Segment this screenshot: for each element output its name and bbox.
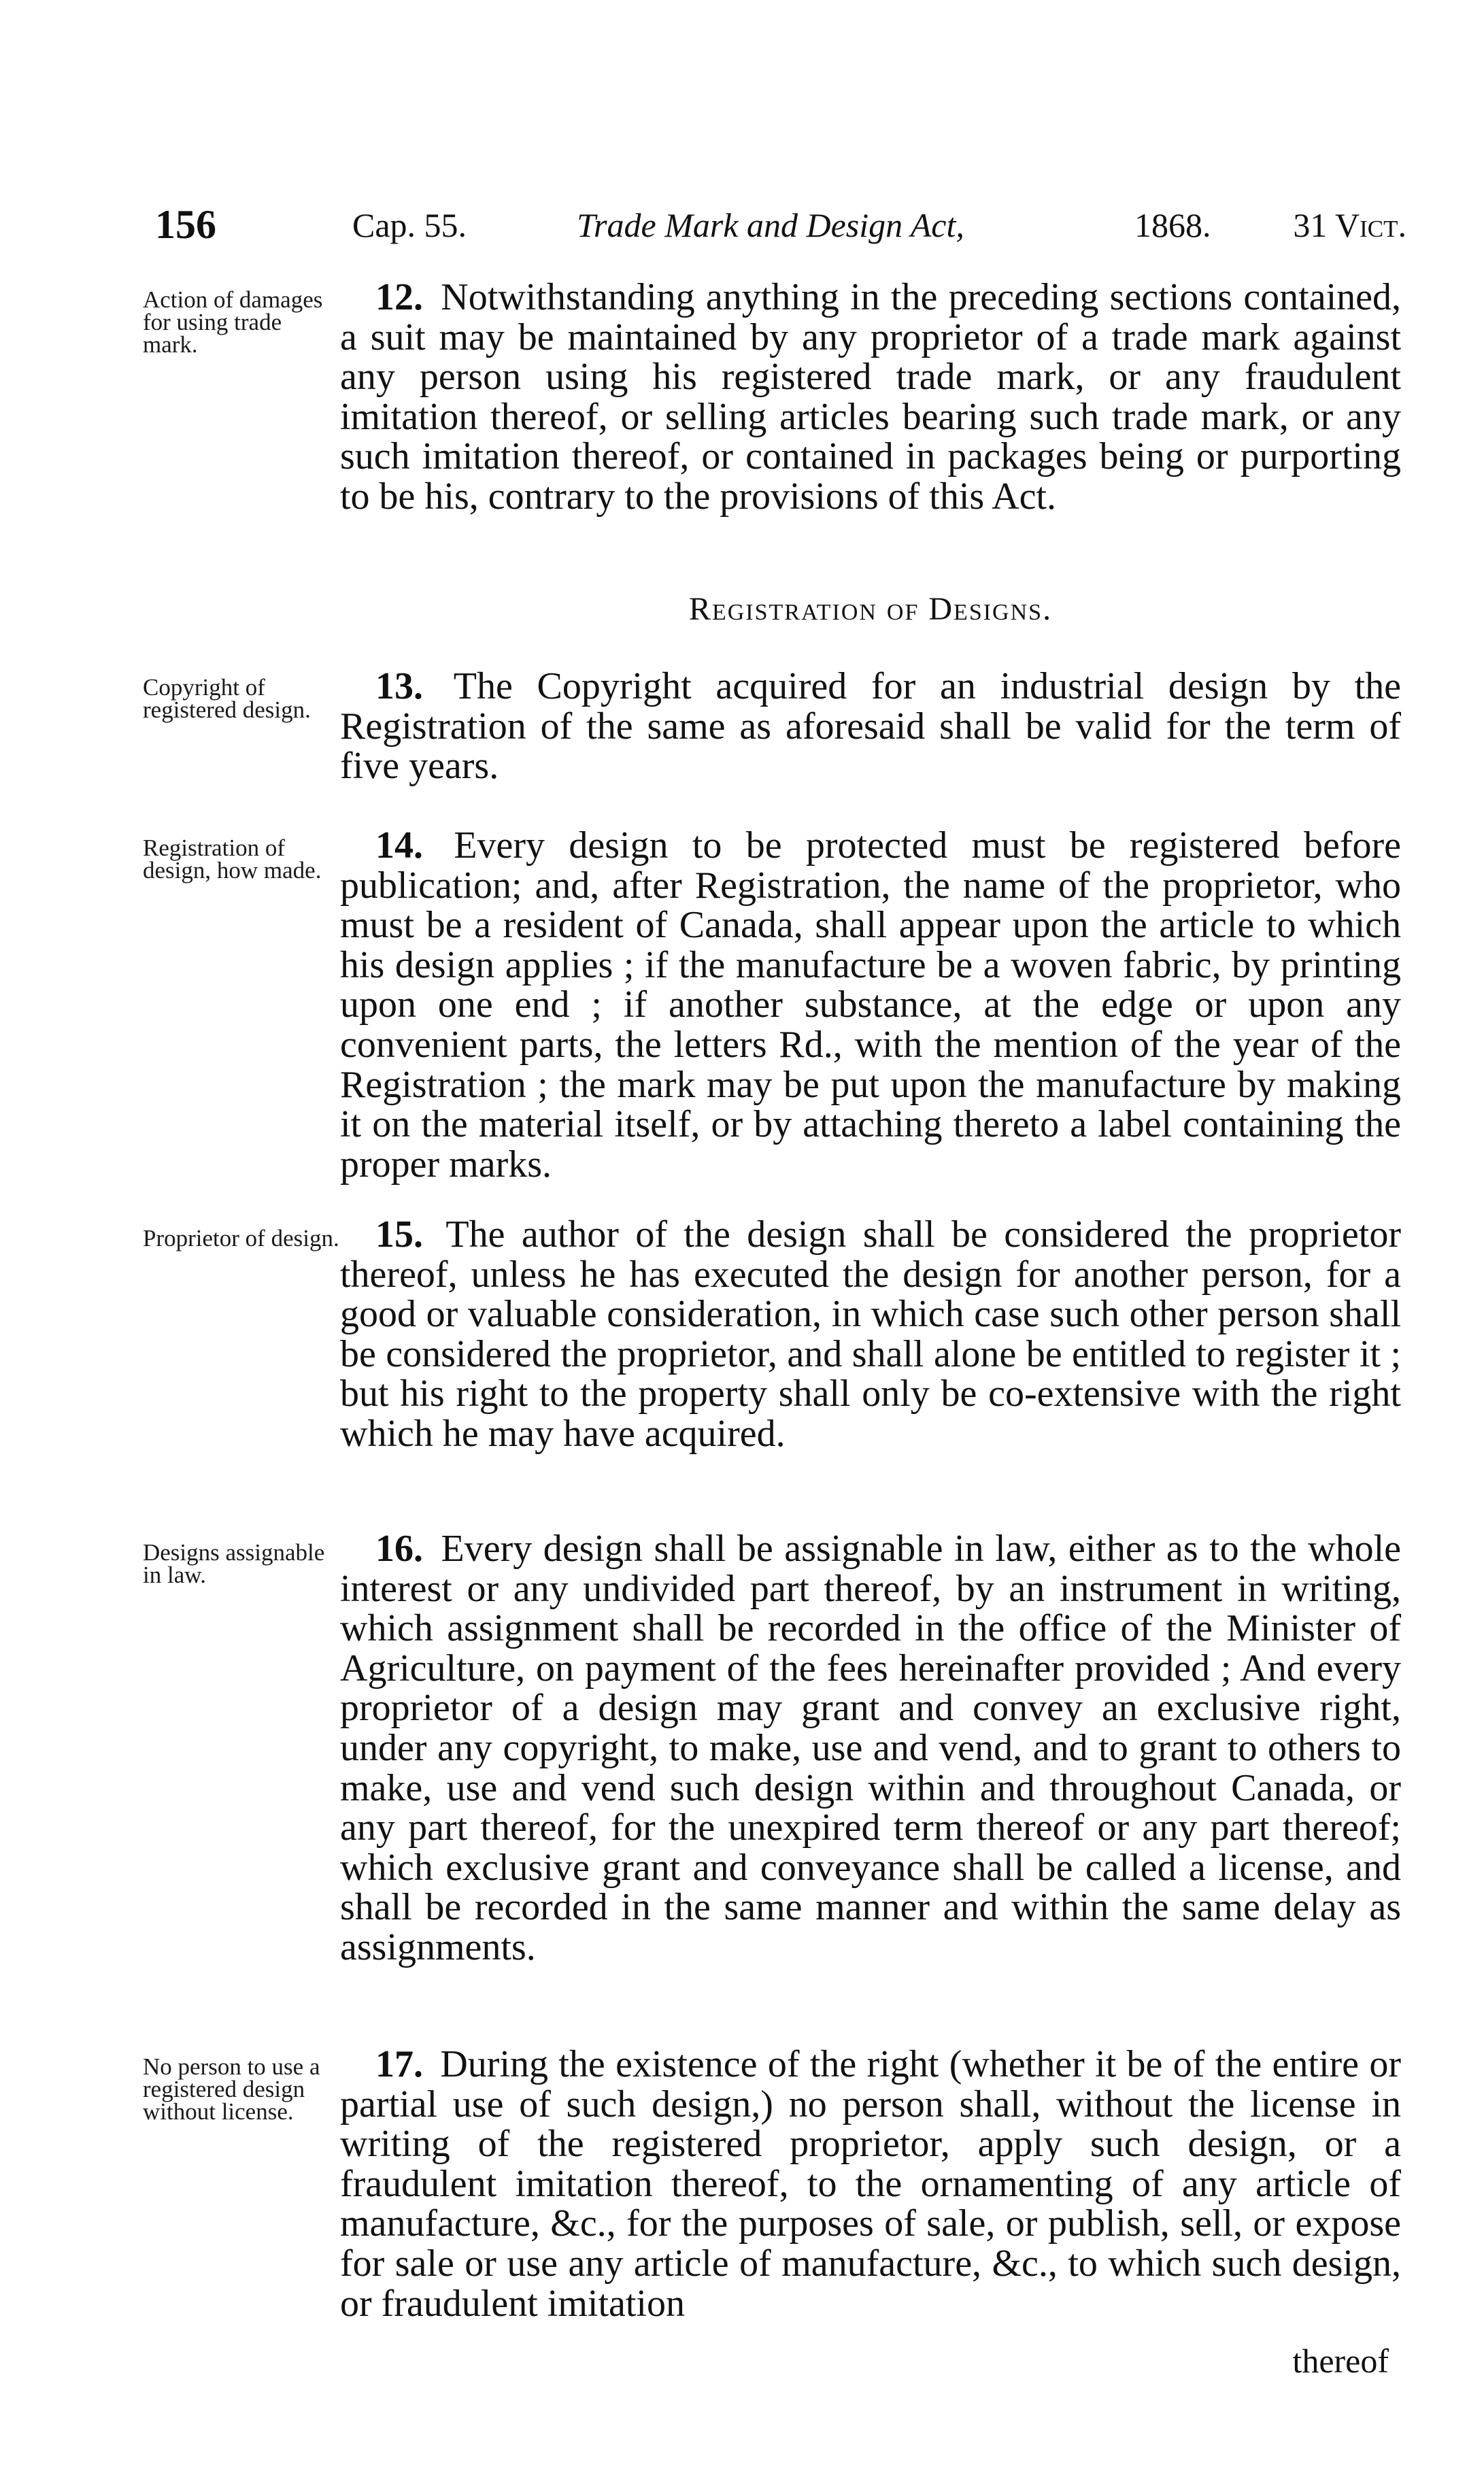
marginal-note: Copyright of registered design. — [143, 674, 311, 723]
section-text: Every design shall be assignable in law, either as to the whole interest or any undivided part thereof, by an instrument in writing, which assignment shall be recorded in the office of the Minister of Agriculture, on payment of the fees hereinafter provided ; And every proprietor of a design may grant and convey an exclusive right, under any copyright, to make, use and vend, and to grant to others to make, use and vend such design within and throughout Canada, or any part thereof, for the unexpired term thereof or any part thereof; which exclusive grant and conveyance shall be called a license, and shall be recorded in the same manner and within the same delay as assignments. — [340, 1528, 1402, 1968]
section-body — [340, 667, 1401, 786]
section-text: Notwithstanding anything in the preceding sections contained, a suit may be maintained by any proprietor of a trade mark against any person using his registered trade mark, or any fraudulent imitation thereof, or selling articles bearing such trade mark, or any such imitation thereof, or contained in packages being or purporting to be his, contrary to the provisions of this Act. — [340, 276, 1401, 518]
chapter-reference: Cap. 55. — [352, 206, 467, 244]
section-body — [340, 826, 1401, 1184]
marginal-note: No person to use a registered design without license. — [143, 2053, 320, 2125]
act-year: 1868. — [1134, 206, 1211, 244]
section-text: The Copyright acquired for an industrial design by the Registration of the same as aforesaid shall be valid for the term of five years. — [340, 665, 1401, 788]
section-number: 16. — [375, 1528, 423, 1570]
section-body — [340, 2045, 1401, 2323]
section-text: Every design to be protected must be registered before publication; and, after Registration, the name of the proprietor, who must be a resident of Canada, shall appear upon the article to which his design applies ; if the manufacture be a woven fabric, by printing upon one end ; if another substance, at the edge or upon any convenient parts, the letters Rd., with the mention of the year of the Registration ; the mark may be put upon the manufacture by making it on the material itself, or by attaching thereto a label containing the proper marks. — [340, 824, 1401, 1186]
section-body — [340, 1529, 1401, 1968]
section-number: 17. — [375, 2043, 423, 2085]
catchword: thereof — [1292, 2342, 1389, 2380]
marginal-note: Action of damages for using trade mark. — [143, 286, 323, 358]
regnal-year: 31 Vict. — [1293, 206, 1406, 244]
section-body — [340, 1215, 1401, 1454]
section-heading: Registration of Designs. — [688, 591, 1053, 627]
section-number: 12. — [375, 276, 423, 318]
section-text: During the existence of the right (whether it be of the entire or partial use of such design,) no person shall, without the license in writing of the registered proprietor, apply such design, or a fraudulent imitation thereof, to the ornamenting of any article of manufacture, &c., for the purposes of sale, or publish, sell, or expose for sale or use any article of manufacture, &c., to which such design, or fraudulent imitation — [340, 2043, 1402, 2325]
marginal-note: Proprietor of design. — [143, 1225, 339, 1251]
section-body — [340, 278, 1401, 517]
section-number: 13. — [375, 665, 423, 707]
page-number: 156 — [155, 202, 216, 247]
section-number: 14. — [375, 824, 423, 867]
marginal-note: Registration of design, how made. — [143, 835, 322, 884]
section-number: 15. — [375, 1213, 423, 1256]
marginal-note: Designs assignable in law. — [143, 1539, 325, 1588]
section-text: The author of the design shall be considered the proprietor thereof, unless he has executed the design for another person, for a good or valuable consideration, in which case such other person shall be considered the proprietor, and shall alone be entitled to register it ; but his right to the property shall only be co-extensive with the right which he may have acquired. — [340, 1213, 1401, 1455]
running-header — [155, 201, 1406, 256]
act-title: Trade Mark and Design Act, — [577, 206, 964, 244]
